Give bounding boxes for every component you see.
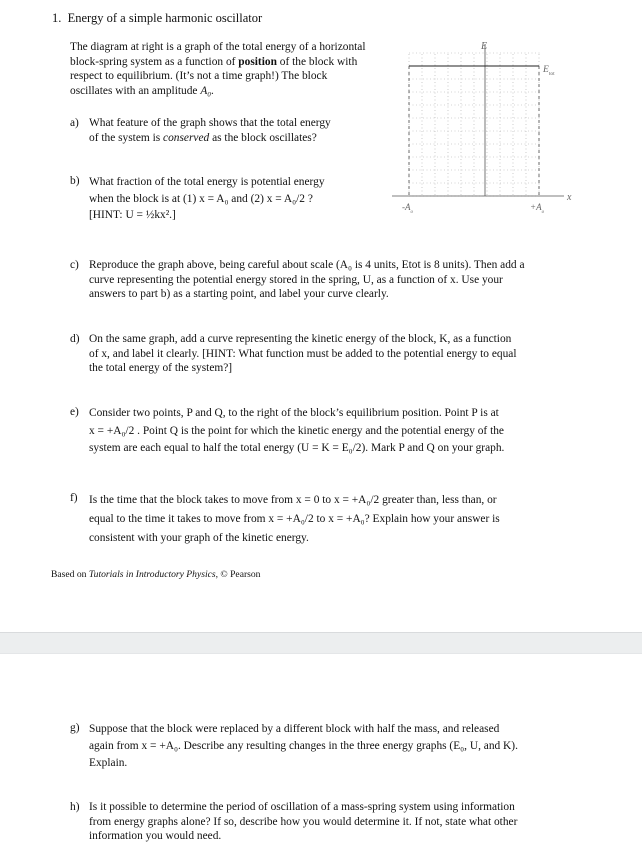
question-line: On the same graph, add a curve representing the kinetic energy of the block, K, as a function xyxy=(89,333,512,345)
question-line: of x, and label it clearly. [HINT: What function must be added to the potential energy to equal xyxy=(89,347,517,360)
question-a xyxy=(70,116,370,148)
neg-amplitude-label: $-A_o$ xyxy=(402,202,413,215)
page-break xyxy=(0,632,642,654)
problem-title xyxy=(52,11,262,26)
question-line: What fraction of the total energy is potential energy xyxy=(89,176,325,188)
question-e xyxy=(70,405,590,457)
question-b xyxy=(70,174,370,226)
problem-title-text: Energy of a simple harmonic oscillator xyxy=(67,11,263,25)
question-line: again from x = +A₀. Describe any resulting changes in the three energy graphs (E₀, U, and K). xyxy=(89,740,518,752)
question-line: Is the time that the block takes to move from x = 0 to x = +A₀/2 greater than, less than, or xyxy=(89,494,497,506)
pos-amplitude-label: $+A_o$ xyxy=(530,202,545,215)
question-line: consistent with your graph of the kinetic energy. xyxy=(89,532,309,544)
intro-bold-word: position xyxy=(238,55,277,68)
graph-grid xyxy=(409,53,541,196)
intro-paragraph xyxy=(70,40,370,98)
question-line: x = +A₀/2 . Point Q is the point for which the kinetic energy and the potential energy of the xyxy=(89,424,504,437)
question-line: of the system is conserved as the block oscillates? xyxy=(89,131,317,144)
e-tot-label: $E_{tot}$ xyxy=(543,65,555,77)
question-line: Is it possible to determine the period of oscillation of a mass-spring system using information xyxy=(89,801,515,813)
question-line: Suppose that the block were replaced by a different block with half the mass, and released xyxy=(89,723,500,735)
question-label: a) xyxy=(70,117,79,129)
credit-book: Tutorials in Introductory Physics, xyxy=(88,569,219,580)
y-axis-label: E xyxy=(481,41,488,52)
credit-prefix: Based on xyxy=(51,569,89,580)
question-text xyxy=(89,258,525,302)
question-text xyxy=(89,721,518,772)
question-line: What feature of the graph shows that the total energy xyxy=(89,117,331,129)
energy-graph xyxy=(380,36,580,216)
question-text xyxy=(89,800,517,844)
question-line: information you would need. xyxy=(89,830,222,843)
question-line: Consider two points, P and Q, to the right of the block’s equilibrium position. Point P is at xyxy=(89,407,499,419)
question-line: [HINT: U = ½kx².] xyxy=(89,209,176,221)
intro-amplitude: A₀. xyxy=(200,84,215,97)
credit-suffix: © Pearson xyxy=(218,569,261,580)
x-axis-label: x xyxy=(567,192,572,203)
question-text xyxy=(89,491,500,548)
question-label: e) xyxy=(70,406,79,418)
question-line: equal to the time it takes to move from x = +A₀/2 to x = +A₀? Explain how your answer is xyxy=(89,513,500,525)
problem-number: 1. xyxy=(52,11,62,25)
question-label: b) xyxy=(70,175,80,187)
question-label: h) xyxy=(70,801,80,813)
intro-text-2: of the block with respect to equilibrium. (It’s not a time graph!) The block oscillates with an amplitude xyxy=(70,55,358,97)
question-line: from energy graphs alone? If so, describe how you would determine it. If not, state what other xyxy=(89,815,518,828)
question-line: answers to part b) as a starting point, and label your curve clearly. xyxy=(89,288,389,301)
question-d xyxy=(70,332,590,378)
question-line: system are each equal to half the total energy (U = K = E₀/2). Mark P and Q on your graph. xyxy=(89,442,505,454)
question-line: curve representing the potential energy stored in the spring, U, as a function of x. Use your xyxy=(89,273,503,286)
question-label: f) xyxy=(70,492,78,504)
question-text xyxy=(89,332,517,376)
question-text xyxy=(89,405,504,458)
question-label: g) xyxy=(70,722,80,734)
question-g xyxy=(70,721,590,767)
question-line: Explain. xyxy=(89,757,128,769)
question-text xyxy=(89,116,331,145)
intro-text-1: The diagram at right is a graph of the total energy of a horizontal block-spring system as a function of xyxy=(70,41,366,68)
source-credit xyxy=(51,569,260,580)
question-f xyxy=(70,491,590,547)
question-label: c) xyxy=(70,259,79,271)
question-text xyxy=(89,174,325,224)
question-h xyxy=(70,800,590,846)
question-c xyxy=(70,258,590,304)
question-line: when the block is at (1) x = A₀ and (2) x = A₀/2 ? xyxy=(89,192,313,205)
question-line: the total energy of the system?] xyxy=(89,362,233,375)
question-label: d) xyxy=(70,333,80,345)
question-line: Reproduce the graph above, being careful about scale (A₀ is 4 units, Etot is 8 units). Then add a xyxy=(89,259,525,271)
